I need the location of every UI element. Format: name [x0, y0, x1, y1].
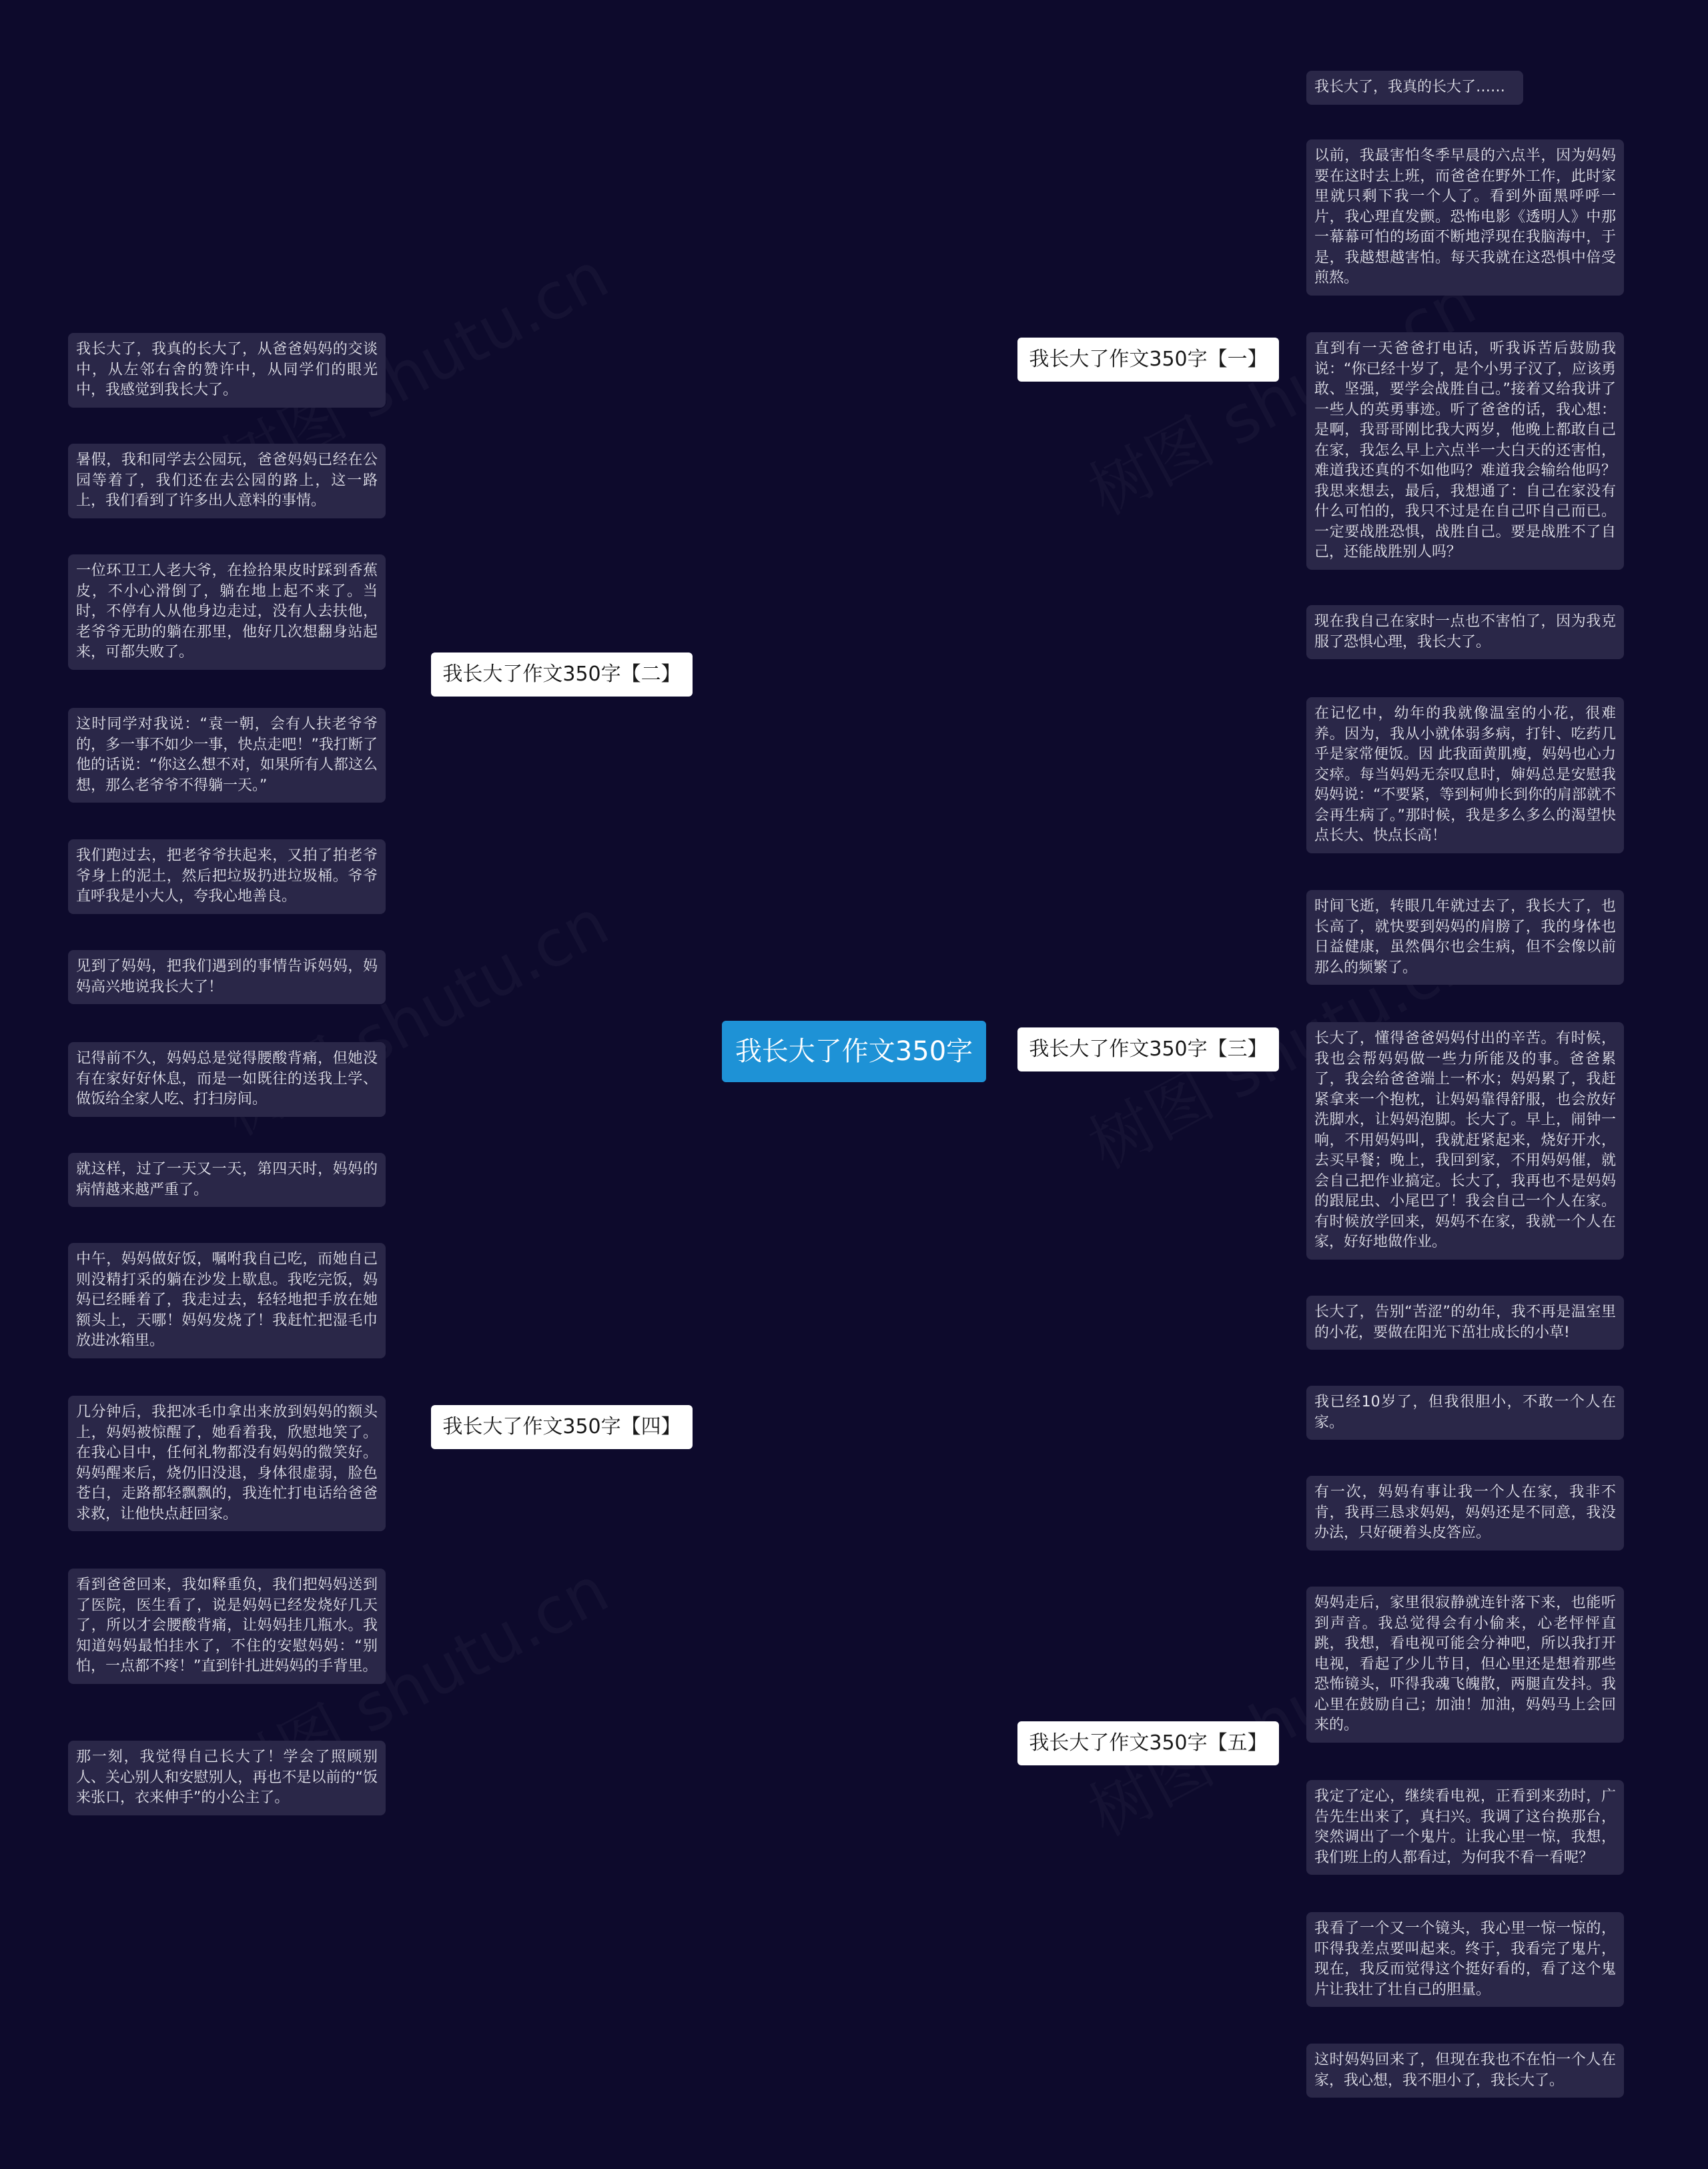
leaf-note[interactable]: 时间飞逝，转眼几年就过去了，我长大了，也长高了，就快要到妈妈的肩膀了，我的身体也日益健康，虽然偶尔也会生病，但不会像以前那么的频繁了。 [1306, 890, 1624, 985]
leaf-note[interactable]: 有一次，妈妈有事让我一个人在家，我非不肯，我再三恳求妈妈，妈妈还是不同意，我没办法，只好硬着头皮答应。 [1306, 1476, 1624, 1551]
leaf-note[interactable]: 就这样，过了一天又一天，第四天时，妈妈的病情越来越严重了。 [68, 1153, 386, 1207]
leaf-note[interactable]: 我已经10岁了，但我很胆小，不敢一个人在家。 [1306, 1386, 1624, 1440]
branch-topic-5[interactable]: 我长大了作文350字【五】 [1017, 1721, 1279, 1765]
leaf-note[interactable]: 直到有一天爸爸打电话，听我诉苦后鼓励我说：“你已经十岁了，是个小男子汉了，应该勇敢、坚强，要学会战胜自己。”接着又给我讲了一些人的英勇事迹。听了爸爸的话，我心想：是啊，我哥哥刚比我大两岁，他晚上都敢自己在家，我怎么早上六点半一大白天的还害怕，难道我还真的不如他吗？难道我会输给他吗？我思来想去，最后，我想通了：自己在家没有什么可怕的，我只不过是在自己吓自己而已。一定要战胜恐惧，战胜自己。要是战胜不了自己，还能战胜别人吗？ [1306, 332, 1624, 570]
leaf-note[interactable]: 中午，妈妈做好饭，嘱咐我自己吃，而她自己则没精打采的躺在沙发上歇息。我吃完饭，妈妈已经睡着了，我走过去，轻轻地把手放在她额头上，天哪！妈妈发烧了！我赶忙把湿毛巾放进冰箱里。 [68, 1243, 386, 1358]
leaf-note[interactable]: 我长大了，我真的长大了，从爸爸妈妈的交谈中，从左邻右舍的赞许中，从同学们的眼光中，我感觉到我长大了。 [68, 333, 386, 408]
leaf-note[interactable]: 几分钟后，我把冰毛巾拿出来放到妈妈的额头上，妈妈被惊醒了，她看着我，欣慰地笑了。在我心目中，任何礼物都没有妈妈的微笑好。妈妈醒来后，烧仍旧没退，身体很虚弱，脸色苍白，走路都轻飘飘的，我连忙打电话给爸爸求救，让他快点赶回家。 [68, 1396, 386, 1531]
leaf-note[interactable]: 看到爸爸回来，我如释重负，我们把妈妈送到了医院，医生看了，说是妈妈已经发烧好几天了，所以才会腰酸背痛，让妈妈挂几瓶水。我知道妈妈最怕挂水了，不住的安慰妈妈：“别怕，一点都不疼！”直到针扎进妈妈的手背里。 [68, 1569, 386, 1684]
leaf-note[interactable]: 记得前不久，妈妈总是觉得腰酸背痛，但她没有在家好好休息，而是一如既往的送我上学、做饭给全家人吃、打扫房间。 [68, 1042, 386, 1117]
leaf-note[interactable]: 妈妈走后，家里很寂静就连针落下来，也能听到声音。我总觉得会有小偷来，心老怦怦直跳，我想，看电视可能会分神吧，所以我打开电视，看起了少儿节目，但心里还是想着那些恐怖镜头，吓得我魂飞魄散，两腿直发抖。我心里在鼓励自己；加油！加油，妈妈马上会回来的。 [1306, 1587, 1624, 1743]
leaf-note[interactable]: 一位环卫工人老大爷，在捡拾果皮时踩到香蕉皮，不小心滑倒了，躺在地上起不来了。当时，不停有人从他身边走过，没有人去扶他，老爷爷无助的躺在那里，他好几次想翻身站起来，可都失败了。 [68, 554, 386, 670]
branch-topic-4[interactable]: 我长大了作文350字【四】 [431, 1405, 693, 1449]
branch-topic-1[interactable]: 我长大了作文350字【一】 [1017, 338, 1279, 382]
leaf-note[interactable]: 在记忆中，幼年的我就像温室的小花，很难养。因为，我从小就体弱多病，打针、吃药几乎是家常便饭。因 此我面黄肌瘦，妈妈也心力交瘁。每当妈妈无奈叹息时，婶妈总是安慰我妈妈说：“不要紧，等到柯帅长到你的肩部就不会再生病了。”那时候，我是多么多么的渴望快点长大、快点长高！ [1306, 697, 1624, 853]
leaf-note[interactable]: 暑假，我和同学去公园玩，爸爸妈妈已经在公园等着了，我们还在去公园的路上，这一路上，我们看到了许多出人意料的事情。 [68, 444, 386, 518]
leaf-note[interactable]: 我们跑过去，把老爷爷扶起来，又拍了拍老爷爷身上的泥土，然后把垃圾扔进垃圾桶。爷爷直呼我是小大人，夸我心地善良。 [68, 839, 386, 914]
leaf-note[interactable]: 以前，我最害怕冬季早晨的六点半，因为妈妈要在这时去上班，而爸爸在野外工作，此时家里就只剩下我一个人了。看到外面黑呼呼一片，我心理直发颤。恐怖电影《透明人》中那一幕幕可怕的场面不断地浮现在我脑海中，于是，我越想越害怕。每天我就在这恐惧中倍受煎熬。 [1306, 139, 1624, 296]
leaf-note[interactable]: 我看了一个又一个镜头，我心里一惊一惊的，吓得我差点要叫起来。终于，我看完了鬼片，现在，我反而觉得这个挺好看的，看了这个鬼片让我壮了壮自己的胆量。 [1306, 1912, 1624, 2007]
leaf-note[interactable]: 长大了，懂得爸爸妈妈付出的辛苦。有时候，我也会帮妈妈做一些力所能及的事。爸爸累了，我会给爸爸端上一杯水；妈妈累了，我赶紧拿来一个抱枕，让妈妈靠得舒服，也会放好洗脚水，让妈妈泡脚。长大了。早上，闹钟一响，不用妈妈叫，我就赶紧起来，烧好开水，去买早餐；晚上，我回到家，不用妈妈催，就会自己把作业搞定。长大了，我再也不是妈妈的跟屁虫、小尾巴了！我会自己一个人在家。有时候放学回来，妈妈不在家，我就一个人在家，好好地做作业。 [1306, 1022, 1624, 1260]
leaf-note[interactable]: 现在我自己在家时一点也不害怕了，因为我克服了恐惧心理，我长大了。 [1306, 605, 1624, 659]
leaf-note[interactable]: 这时妈妈回来了，但现在我也不在怕一个人在家，我心想，我不胆小了，我长大了。 [1306, 2044, 1624, 2098]
leaf-note[interactable]: 见到了妈妈，把我们遇到的事情告诉妈妈，妈妈高兴地说我长大了！ [68, 950, 386, 1004]
leaf-note[interactable]: 我长大了，我真的长大了…… [1306, 71, 1523, 105]
branch-topic-3[interactable]: 我长大了作文350字【三】 [1017, 1027, 1279, 1071]
branch-topic-2[interactable]: 我长大了作文350字【二】 [431, 653, 693, 697]
leaf-note[interactable]: 这时同学对我说：“袁一朝，会有人扶老爷爷的，多一事不如少一事，快点走吧！”我打断了他的话说：“你这么想不对，如果所有人都这么想，那么老爷爷不得躺一天。” [68, 708, 386, 803]
leaf-note[interactable]: 我定了定心，继续看电视，正看到来劲时，广告先生出来了，真扫兴。我调了这台换那台，突然调出了一个鬼片。让我心里一惊，我想，我们班上的人都看过，为何我不看一看呢？ [1306, 1780, 1624, 1875]
leaf-note[interactable]: 长大了，告别“苦涩”的幼年，我不再是温室里的小花，要做在阳光下茁壮成长的小草! [1306, 1296, 1624, 1350]
leaf-note[interactable]: 那一刻，我觉得自己长大了！学会了照顾别人、关心别人和安慰别人，再也不是以前的“饭来张口，衣来伸手”的小公主了。 [68, 1741, 386, 1815]
root-topic[interactable]: 我长大了作文350字 [722, 1021, 986, 1082]
